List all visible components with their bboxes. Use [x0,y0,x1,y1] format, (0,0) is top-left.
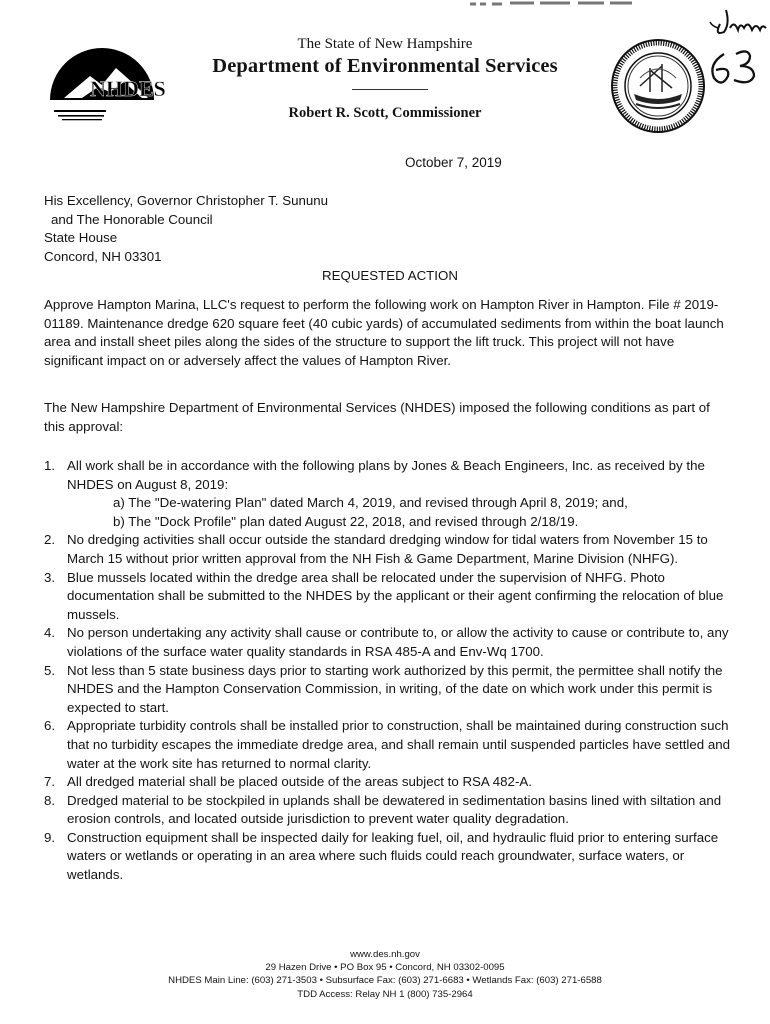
requested-action-heading: REQUESTED ACTION [322,268,458,283]
condition-text: No person undertaking any activity shall cause or contribute to, or allow the activity to cause or contribute to, any violations of the surface water quality standards in RSA 485-A and Env-Wq 1700. [67,625,729,659]
condition-text: Not less than 5 state business days prior to starting work authorized by this permit, the permittee shall notify the NHDES and the Hampton Conservation Commission, in writing, of the date on which work under this permit is expected to start. [67,662,723,715]
address-line: and The Honorable Council [51,211,213,227]
logo-wordmark: NHDES [90,76,166,101]
footer-tdd: TDD Access: Relay NH 1 (800) 735-2964 [297,988,473,1000]
address-line: State House [44,230,118,245]
footer-website: www.des.nh.gov [350,949,420,960]
subcondition-item: b) The "Dock Profile" plan dated August 22, 2018, and revised through 2/18/19. [113,513,579,529]
condition-text: All dredged material shall be placed outside of the areas subject to RSA 482-A. [67,774,532,790]
condition-item [44,569,734,625]
condition-item [44,531,734,568]
condition-number: 7. [44,774,56,790]
address-line: His Excellency, Governor Christopher T. Sununu [44,193,329,208]
condition-item [44,773,734,792]
condition-text: Dredged material to be stockpiled in uplands shall be dewatered in sedimentation basins lined with siltation and erosion controls, and located outside jurisdiction to prevent water quality degradation. [67,792,722,827]
condition-text: Appropriate turbidity controls shall be installed prior to construction, shall be maintained during construction such that no turbidity escapes the immediate dredge area, and shall remain until suspended particles have settled and water at the work site has returned to normal clarity. [67,718,731,771]
condition-text: Construction equipment shall be inspected daily for leaking fuel, oil, and hydraulic fluid prior to entering surface waters or wetlands or operating in an area where such fluids could reach groundwater, surface waters, or wetlands. [67,829,719,883]
title-divider [352,89,428,90]
commissioner-name: Robert R. Scott, Commissioner [288,105,482,121]
address-line: Concord, NH 03301 [44,248,162,264]
condition-number: 1. [44,458,56,473]
condition-text: All work shall be in accordance with the following plans by Jones & Beach Engineers, Inc. as received by the NHDES on August 8, 2019: [67,458,705,492]
condition-number: 4. [44,625,56,641]
letterhead-footer [0,948,770,1001]
scan-artifact [470,0,640,8]
footer-phone-fax: NHDES Main Line: (603) 271-3503 • Subsurface Fax: (603) 271-6683 • Wetlands Fax: (603) 271-6588 [168,975,602,987]
condition-item [44,829,734,885]
condition-item [44,662,734,718]
condition-item [44,792,734,829]
condition-number: 5. [44,662,56,678]
condition-number: 3. [44,569,56,585]
condition-text: Blue mussels located within the dredge area shall be relocated under the supervision of NHFG. Photo documentation shall be submitted to the NHDES by the applicant or their agent confirming the relocation of blue mussels. [67,569,724,622]
condition-item [44,624,734,661]
footer-address: 29 Hazen Drive • PO Box 95 • Concord, NH 03302-0095 [265,962,505,974]
condition-number: 8. [44,792,56,808]
state-name: The State of New Hampshire [297,36,473,52]
condition-text: No dredging activities shall occur outside the standard dredging window for tidal waters from November 15 to March 15 without prior written approval from the NH Fish & Game Department, Marine Division (NHFG). [67,532,708,566]
recipient-address [44,192,328,266]
handwritten-note [704,2,768,92]
conditions-intro: The New Hampshire Department of Environmental Services (NHDES) imposed the following conditions as part of this approval: [44,400,710,434]
subcondition-item: a) The "De-watering Plan" dated March 4, 2019, and revised through April 8, 2019; and, [113,495,628,511]
condition-number: 6. [44,718,56,734]
request-paragraph: Approve Hampton Marina, LLC's request to perform the following work on Hampton River in Hampton. File # 2019-01189. Maintenance dredge 620 square feet (40 cubic yards) of accumulated sediments from within the boat launch area and install sheet piles along the sides of the structure to support the lift truck. This project will not have significant impact on or adversely affect the values of Hampton River. [44,297,724,368]
condition-number: 9. [44,829,56,845]
state-seal-icon [610,38,706,134]
department-title: Department of Environmental Services [212,55,558,77]
letter-date: October 7, 2019 [405,155,502,170]
condition-item [44,457,734,531]
condition-number: 2. [44,532,56,548]
conditions-list [44,457,734,885]
condition-item [44,717,734,773]
